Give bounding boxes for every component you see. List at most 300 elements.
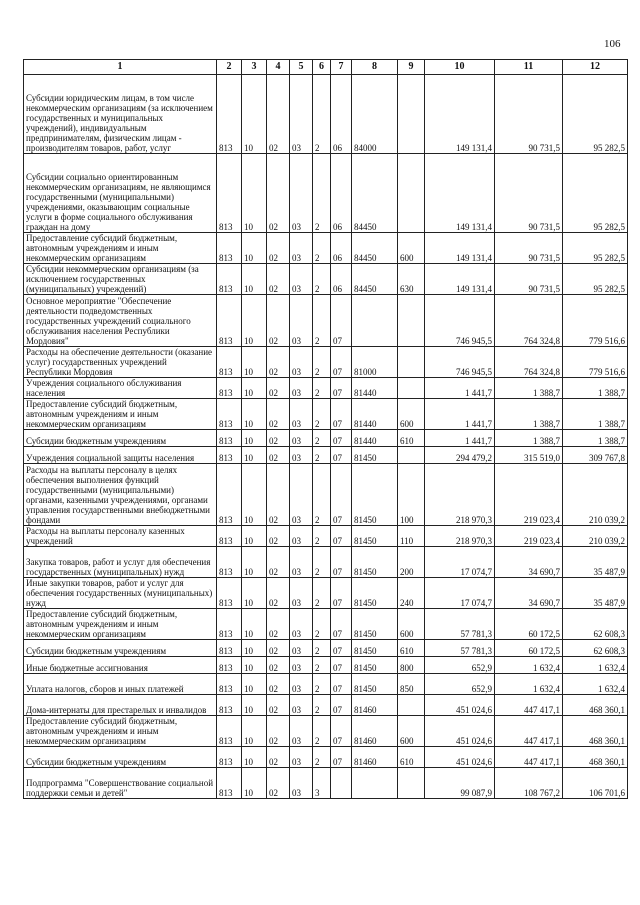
cell-subsection: 02 xyxy=(267,295,290,347)
row-label: Учреждения социальной защиты населения xyxy=(24,447,217,464)
cell-program: 03 xyxy=(290,447,313,464)
cell-event: 07 xyxy=(331,295,352,347)
table-row xyxy=(24,768,628,799)
cell-event: 07 xyxy=(331,747,352,768)
budget-table xyxy=(23,59,628,799)
cell-chapter: 813 xyxy=(217,547,242,578)
cell-amount-year1: 17 074,7 xyxy=(425,547,495,578)
cell-section: 10 xyxy=(242,154,267,233)
cell-expense-type: 600 xyxy=(398,716,425,747)
cell-section: 10 xyxy=(242,657,267,674)
cell-amount-year3: 1 632,4 xyxy=(563,674,628,695)
cell-subsection: 02 xyxy=(267,716,290,747)
cell-section: 10 xyxy=(242,674,267,695)
cell-expense-type xyxy=(398,378,425,399)
cell-amount-year3: 1 632,4 xyxy=(563,657,628,674)
column-header: 6 xyxy=(313,60,331,75)
cell-subprogram: 2 xyxy=(313,716,331,747)
cell-direction: 81440 xyxy=(352,430,398,447)
cell-amount-year3: 468 360,1 xyxy=(563,716,628,747)
cell-direction xyxy=(352,295,398,347)
cell-program: 03 xyxy=(290,695,313,716)
cell-amount-year2: 447 417,1 xyxy=(495,747,563,768)
row-label: Основное мероприятие "Обеспечение деятельности подведомственных государственных учреждений социального обслуживания населения Республики Мордовия" xyxy=(24,295,217,347)
cell-amount-year2: 764 324,8 xyxy=(495,295,563,347)
cell-subprogram: 3 xyxy=(313,768,331,799)
page-number: 106 xyxy=(604,38,621,50)
row-label: Дома-интернаты для престарелых и инвалидов xyxy=(24,695,217,716)
cell-amount-year2: 90 731,5 xyxy=(495,154,563,233)
cell-amount-year1: 218 970,3 xyxy=(425,464,495,526)
cell-event: 07 xyxy=(331,695,352,716)
cell-direction: 81450 xyxy=(352,464,398,526)
cell-subsection: 02 xyxy=(267,233,290,264)
cell-section: 10 xyxy=(242,695,267,716)
table-row xyxy=(24,674,628,695)
column-header: 12 xyxy=(563,60,628,75)
cell-direction: 81450 xyxy=(352,674,398,695)
cell-program: 03 xyxy=(290,464,313,526)
cell-program: 03 xyxy=(290,430,313,447)
cell-direction: 81000 xyxy=(352,347,398,378)
table-row xyxy=(24,716,628,747)
cell-chapter: 813 xyxy=(217,657,242,674)
cell-subsection: 02 xyxy=(267,430,290,447)
row-label: Субсидии некоммерческим организациям (за исключением государственных (муниципальных) учреждений) xyxy=(24,264,217,295)
table-row xyxy=(24,464,628,526)
cell-program: 03 xyxy=(290,547,313,578)
row-label: Предоставление субсидий бюджетным, автономным учреждениям и иным некоммерческим организациям xyxy=(24,399,217,430)
cell-chapter: 813 xyxy=(217,295,242,347)
cell-event: 07 xyxy=(331,674,352,695)
cell-program: 03 xyxy=(290,747,313,768)
cell-amount-year1: 149 131,4 xyxy=(425,75,495,154)
cell-amount-year2: 1 632,4 xyxy=(495,674,563,695)
cell-section: 10 xyxy=(242,768,267,799)
cell-expense-type: 600 xyxy=(398,609,425,640)
cell-direction: 84450 xyxy=(352,264,398,295)
cell-event: 06 xyxy=(331,233,352,264)
cell-amount-year3: 35 487,9 xyxy=(563,547,628,578)
cell-subsection: 02 xyxy=(267,378,290,399)
cell-chapter: 813 xyxy=(217,430,242,447)
column-header: 9 xyxy=(398,60,425,75)
cell-chapter: 813 xyxy=(217,264,242,295)
cell-direction: 81450 xyxy=(352,578,398,609)
cell-section: 10 xyxy=(242,640,267,657)
cell-subprogram: 2 xyxy=(313,657,331,674)
cell-subprogram: 2 xyxy=(313,447,331,464)
cell-direction: 81450 xyxy=(352,447,398,464)
row-label: Расходы на выплаты персоналу казенных учреждений xyxy=(24,526,217,547)
cell-direction: 84450 xyxy=(352,233,398,264)
cell-program: 03 xyxy=(290,768,313,799)
cell-amount-year1: 1 441,7 xyxy=(425,378,495,399)
cell-subprogram: 2 xyxy=(313,233,331,264)
cell-amount-year1: 149 131,4 xyxy=(425,264,495,295)
cell-subprogram: 2 xyxy=(313,578,331,609)
row-label: Подпрограмма "Совершенствование социальной поддержки семьи и детей" xyxy=(24,768,217,799)
cell-subsection: 02 xyxy=(267,657,290,674)
cell-expense-type: 610 xyxy=(398,640,425,657)
cell-expense-type xyxy=(398,447,425,464)
cell-program: 03 xyxy=(290,75,313,154)
cell-event: 07 xyxy=(331,378,352,399)
cell-subprogram: 2 xyxy=(313,526,331,547)
cell-direction: 81460 xyxy=(352,716,398,747)
cell-amount-year1: 149 131,4 xyxy=(425,233,495,264)
cell-event: 06 xyxy=(331,75,352,154)
cell-section: 10 xyxy=(242,716,267,747)
cell-expense-type: 200 xyxy=(398,547,425,578)
header-row xyxy=(24,60,628,75)
table-row xyxy=(24,609,628,640)
cell-section: 10 xyxy=(242,399,267,430)
cell-amount-year2: 108 767,2 xyxy=(495,768,563,799)
cell-expense-type: 110 xyxy=(398,526,425,547)
cell-section: 10 xyxy=(242,430,267,447)
row-label: Предоставление субсидий бюджетным, автономным учреждениям и иным некоммерческим организациям xyxy=(24,609,217,640)
cell-section: 10 xyxy=(242,464,267,526)
cell-chapter: 813 xyxy=(217,674,242,695)
table-row xyxy=(24,264,628,295)
cell-subsection: 02 xyxy=(267,768,290,799)
column-header: 7 xyxy=(331,60,352,75)
row-label: Субсидии социально ориентированным некоммерческим организациям, не являющимся государственными (муниципальными) учреждениями, оказывающим социальные услуги в форме социального обслуживания граждан на дому xyxy=(24,154,217,233)
cell-section: 10 xyxy=(242,747,267,768)
cell-direction: 81450 xyxy=(352,547,398,578)
cell-event: 07 xyxy=(331,447,352,464)
cell-event: 07 xyxy=(331,657,352,674)
cell-expense-type: 240 xyxy=(398,578,425,609)
row-label: Иные закупки товаров, работ и услуг для обеспечения государственных (муниципальных) нужд xyxy=(24,578,217,609)
cell-direction xyxy=(352,768,398,799)
row-label: Закупка товаров, работ и услуг для обеспечения государственных (муниципальных) нужд xyxy=(24,547,217,578)
cell-direction: 81450 xyxy=(352,657,398,674)
cell-amount-year3: 95 282,5 xyxy=(563,233,628,264)
cell-amount-year1: 451 024,6 xyxy=(425,716,495,747)
cell-subsection: 02 xyxy=(267,447,290,464)
column-header: 8 xyxy=(352,60,398,75)
table-row xyxy=(24,640,628,657)
cell-amount-year2: 219 023,4 xyxy=(495,526,563,547)
cell-amount-year2: 315 519,0 xyxy=(495,447,563,464)
cell-amount-year1: 1 441,7 xyxy=(425,430,495,447)
cell-event: 07 xyxy=(331,464,352,526)
cell-direction: 81440 xyxy=(352,378,398,399)
cell-subsection: 02 xyxy=(267,526,290,547)
cell-subprogram: 2 xyxy=(313,399,331,430)
cell-program: 03 xyxy=(290,399,313,430)
cell-amount-year3: 95 282,5 xyxy=(563,75,628,154)
table-row xyxy=(24,347,628,378)
cell-amount-year1: 1 441,7 xyxy=(425,399,495,430)
cell-subprogram: 2 xyxy=(313,674,331,695)
cell-amount-year1: 746 945,5 xyxy=(425,347,495,378)
cell-direction: 81440 xyxy=(352,399,398,430)
cell-event: 06 xyxy=(331,154,352,233)
cell-amount-year2: 219 023,4 xyxy=(495,464,563,526)
cell-amount-year3: 210 039,2 xyxy=(563,526,628,547)
cell-expense-type xyxy=(398,75,425,154)
row-label: Иные бюджетные ассигнования xyxy=(24,657,217,674)
cell-expense-type: 600 xyxy=(398,233,425,264)
cell-amount-year2: 447 417,1 xyxy=(495,695,563,716)
row-label: Субсидии бюджетным учреждениям xyxy=(24,640,217,657)
cell-event: 07 xyxy=(331,578,352,609)
cell-amount-year3: 95 282,5 xyxy=(563,154,628,233)
cell-program: 03 xyxy=(290,347,313,378)
cell-amount-year1: 149 131,4 xyxy=(425,154,495,233)
cell-chapter: 813 xyxy=(217,578,242,609)
cell-chapter: 813 xyxy=(217,399,242,430)
cell-expense-type xyxy=(398,347,425,378)
cell-event: 07 xyxy=(331,609,352,640)
cell-expense-type: 630 xyxy=(398,264,425,295)
cell-amount-year2: 34 690,7 xyxy=(495,578,563,609)
table-row xyxy=(24,75,628,154)
cell-amount-year1: 746 945,5 xyxy=(425,295,495,347)
cell-subprogram: 2 xyxy=(313,547,331,578)
cell-subprogram: 2 xyxy=(313,75,331,154)
column-header: 4 xyxy=(267,60,290,75)
cell-subsection: 02 xyxy=(267,154,290,233)
cell-subsection: 02 xyxy=(267,464,290,526)
cell-expense-type xyxy=(398,768,425,799)
cell-direction: 84450 xyxy=(352,154,398,233)
cell-subsection: 02 xyxy=(267,347,290,378)
cell-amount-year3: 62 608,3 xyxy=(563,640,628,657)
row-label: Учреждения социального обслуживания населения xyxy=(24,378,217,399)
table-row xyxy=(24,447,628,464)
cell-event: 06 xyxy=(331,264,352,295)
cell-program: 03 xyxy=(290,578,313,609)
cell-program: 03 xyxy=(290,378,313,399)
cell-subprogram: 2 xyxy=(313,295,331,347)
cell-amount-year1: 652,9 xyxy=(425,657,495,674)
cell-amount-year2: 1 388,7 xyxy=(495,378,563,399)
cell-subprogram: 2 xyxy=(313,378,331,399)
cell-amount-year1: 218 970,3 xyxy=(425,526,495,547)
cell-direction: 81450 xyxy=(352,609,398,640)
cell-section: 10 xyxy=(242,378,267,399)
column-header: 5 xyxy=(290,60,313,75)
cell-subprogram: 2 xyxy=(313,695,331,716)
cell-expense-type: 800 xyxy=(398,657,425,674)
cell-section: 10 xyxy=(242,609,267,640)
cell-amount-year2: 1 388,7 xyxy=(495,399,563,430)
cell-amount-year3: 95 282,5 xyxy=(563,264,628,295)
table-row xyxy=(24,154,628,233)
table-row xyxy=(24,657,628,674)
cell-program: 03 xyxy=(290,640,313,657)
cell-chapter: 813 xyxy=(217,768,242,799)
cell-amount-year2: 1 388,7 xyxy=(495,430,563,447)
cell-program: 03 xyxy=(290,295,313,347)
table-row xyxy=(24,526,628,547)
cell-event: 07 xyxy=(331,716,352,747)
cell-direction: 81450 xyxy=(352,640,398,657)
column-header: 11 xyxy=(495,60,563,75)
cell-amount-year1: 57 781,3 xyxy=(425,640,495,657)
cell-subprogram: 2 xyxy=(313,264,331,295)
cell-amount-year2: 447 417,1 xyxy=(495,716,563,747)
cell-subsection: 02 xyxy=(267,399,290,430)
cell-amount-year3: 779 516,6 xyxy=(563,295,628,347)
cell-chapter: 813 xyxy=(217,154,242,233)
row-label: Предоставление субсидий бюджетным, автономным учреждениям и иным некоммерческим организациям xyxy=(24,716,217,747)
table-row xyxy=(24,378,628,399)
cell-amount-year2: 34 690,7 xyxy=(495,547,563,578)
table-row xyxy=(24,747,628,768)
cell-section: 10 xyxy=(242,75,267,154)
cell-amount-year3: 62 608,3 xyxy=(563,609,628,640)
cell-chapter: 813 xyxy=(217,526,242,547)
cell-subprogram: 2 xyxy=(313,347,331,378)
cell-program: 03 xyxy=(290,154,313,233)
cell-event: 07 xyxy=(331,430,352,447)
cell-chapter: 813 xyxy=(217,695,242,716)
cell-chapter: 813 xyxy=(217,447,242,464)
column-header: 2 xyxy=(217,60,242,75)
cell-subsection: 02 xyxy=(267,674,290,695)
column-header: 1 xyxy=(24,60,217,75)
cell-section: 10 xyxy=(242,547,267,578)
table-row xyxy=(24,430,628,447)
cell-section: 10 xyxy=(242,233,267,264)
cell-program: 03 xyxy=(290,657,313,674)
row-label: Предоставление субсидий бюджетным, автономным учреждениям и иным некоммерческим организациям xyxy=(24,233,217,264)
cell-section: 10 xyxy=(242,295,267,347)
cell-amount-year1: 294 479,2 xyxy=(425,447,495,464)
cell-amount-year1: 17 074,7 xyxy=(425,578,495,609)
row-label: Уплата налогов, сборов и иных платежей xyxy=(24,674,217,695)
row-label: Субсидии юридическим лицам, в том числе некоммерческим организациям (за исключением государственных и муниципальных учреждений), индивидуальным предпринимателям, физическим лицам - производителям товаров, работ, услуг xyxy=(24,75,217,154)
cell-section: 10 xyxy=(242,347,267,378)
cell-section: 10 xyxy=(242,526,267,547)
cell-subprogram: 2 xyxy=(313,464,331,526)
cell-expense-type xyxy=(398,154,425,233)
cell-section: 10 xyxy=(242,264,267,295)
cell-expense-type: 600 xyxy=(398,399,425,430)
cell-direction: 81460 xyxy=(352,695,398,716)
cell-amount-year3: 468 360,1 xyxy=(563,747,628,768)
cell-expense-type: 610 xyxy=(398,747,425,768)
cell-subprogram: 2 xyxy=(313,154,331,233)
cell-subprogram: 2 xyxy=(313,430,331,447)
table-row xyxy=(24,578,628,609)
cell-expense-type: 100 xyxy=(398,464,425,526)
cell-program: 03 xyxy=(290,526,313,547)
cell-amount-year3: 779 516,6 xyxy=(563,347,628,378)
cell-event xyxy=(331,768,352,799)
row-label: Субсидии бюджетным учреждениям xyxy=(24,430,217,447)
table-row xyxy=(24,547,628,578)
cell-amount-year2: 1 632,4 xyxy=(495,657,563,674)
cell-chapter: 813 xyxy=(217,716,242,747)
cell-program: 03 xyxy=(290,609,313,640)
table-row xyxy=(24,399,628,430)
cell-subsection: 02 xyxy=(267,609,290,640)
cell-amount-year2: 764 324,8 xyxy=(495,347,563,378)
cell-subsection: 02 xyxy=(267,547,290,578)
cell-amount-year3: 210 039,2 xyxy=(563,464,628,526)
cell-chapter: 813 xyxy=(217,347,242,378)
cell-subsection: 02 xyxy=(267,75,290,154)
cell-subsection: 02 xyxy=(267,578,290,609)
cell-amount-year3: 309 767,8 xyxy=(563,447,628,464)
cell-expense-type xyxy=(398,295,425,347)
cell-subsection: 02 xyxy=(267,695,290,716)
cell-amount-year3: 1 388,7 xyxy=(563,378,628,399)
cell-subsection: 02 xyxy=(267,264,290,295)
cell-expense-type: 610 xyxy=(398,430,425,447)
cell-program: 03 xyxy=(290,716,313,747)
cell-direction: 84000 xyxy=(352,75,398,154)
cell-amount-year3: 1 388,7 xyxy=(563,430,628,447)
cell-amount-year1: 451 024,6 xyxy=(425,695,495,716)
cell-section: 10 xyxy=(242,447,267,464)
cell-event: 07 xyxy=(331,347,352,378)
table-row xyxy=(24,695,628,716)
cell-amount-year3: 1 388,7 xyxy=(563,399,628,430)
table-row xyxy=(24,295,628,347)
cell-direction: 81450 xyxy=(352,526,398,547)
table-row xyxy=(24,233,628,264)
cell-subprogram: 2 xyxy=(313,640,331,657)
cell-amount-year3: 106 701,6 xyxy=(563,768,628,799)
cell-expense-type: 850 xyxy=(398,674,425,695)
cell-amount-year1: 57 781,3 xyxy=(425,609,495,640)
cell-chapter: 813 xyxy=(217,378,242,399)
cell-amount-year2: 60 172,5 xyxy=(495,640,563,657)
cell-subsection: 02 xyxy=(267,640,290,657)
cell-chapter: 813 xyxy=(217,747,242,768)
cell-program: 03 xyxy=(290,674,313,695)
table-body xyxy=(24,75,628,799)
row-label: Расходы на обеспечение деятельности (оказание услуг) государственных учреждений Республики Мордовия xyxy=(24,347,217,378)
cell-amount-year3: 35 487,9 xyxy=(563,578,628,609)
column-header: 3 xyxy=(242,60,267,75)
cell-chapter: 813 xyxy=(217,75,242,154)
column-header: 10 xyxy=(425,60,495,75)
cell-amount-year1: 99 087,9 xyxy=(425,768,495,799)
cell-subprogram: 2 xyxy=(313,747,331,768)
cell-subsection: 02 xyxy=(267,747,290,768)
cell-amount-year2: 60 172,5 xyxy=(495,609,563,640)
cell-expense-type xyxy=(398,695,425,716)
cell-amount-year1: 652,9 xyxy=(425,674,495,695)
cell-event: 07 xyxy=(331,640,352,657)
cell-chapter: 813 xyxy=(217,464,242,526)
cell-event: 07 xyxy=(331,547,352,578)
cell-chapter: 813 xyxy=(217,640,242,657)
cell-program: 03 xyxy=(290,233,313,264)
cell-direction: 81460 xyxy=(352,747,398,768)
cell-chapter: 813 xyxy=(217,233,242,264)
cell-amount-year1: 451 024,6 xyxy=(425,747,495,768)
row-label: Субсидии бюджетным учреждениям xyxy=(24,747,217,768)
cell-subprogram: 2 xyxy=(313,609,331,640)
cell-section: 10 xyxy=(242,578,267,609)
cell-event: 07 xyxy=(331,526,352,547)
row-label: Расходы на выплаты персоналу в целях обеспечения выполнения функций государственными (муниципальными) органами, казенными учреждениями, органами управления государственными внебюджетными фондами xyxy=(24,464,217,526)
cell-event: 07 xyxy=(331,399,352,430)
cell-amount-year3: 468 360,1 xyxy=(563,695,628,716)
cell-chapter: 813 xyxy=(217,609,242,640)
cell-amount-year2: 90 731,5 xyxy=(495,75,563,154)
cell-amount-year2: 90 731,5 xyxy=(495,233,563,264)
